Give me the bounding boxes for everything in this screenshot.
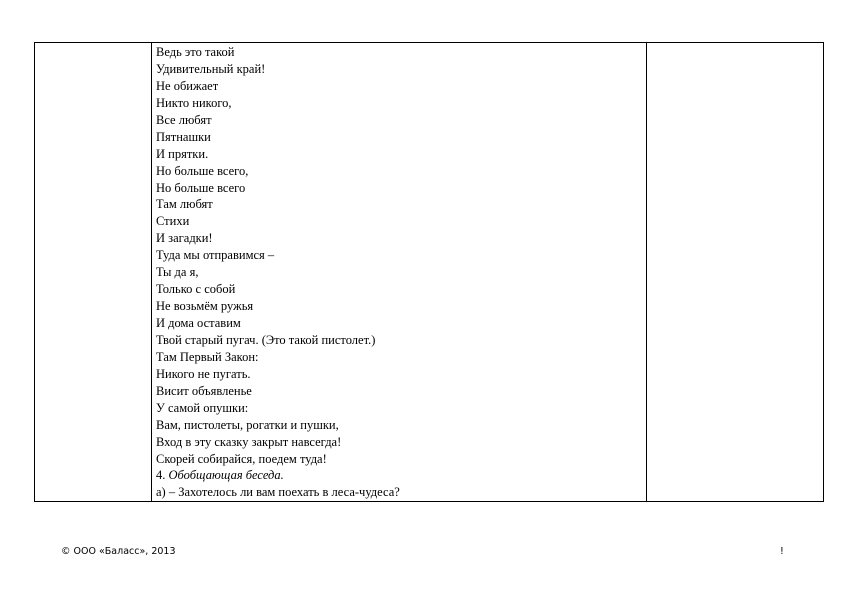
poem-lines: [156, 44, 646, 467]
poem-line: Ты да я,: [156, 265, 199, 280]
poem-line: Ведь это такой: [156, 45, 235, 59]
poem-line: И дома оставим: [156, 316, 241, 330]
poem-line: Стихи: [156, 214, 190, 229]
poem-line: И прятки.: [156, 146, 209, 161]
table-row: [35, 43, 824, 502]
poem-line: Не возьмём ружья: [156, 299, 254, 314]
poem-line: Не обижает: [156, 78, 219, 93]
poem-line: Но больше всего: [156, 180, 246, 195]
footer-copyright: © ООО «Баласс», 2013: [61, 546, 176, 557]
footer-page-mark: !: [780, 546, 784, 557]
poem-line: Удивительный край!: [156, 61, 266, 76]
poem-line: Висит объявленье: [156, 383, 252, 398]
poem-line: Твой старый пугач. (Это такой пистолет.): [156, 332, 376, 347]
poem-line: Пятнашки: [156, 129, 211, 144]
poem-cell: [152, 43, 647, 502]
left-empty-cell: [35, 43, 152, 502]
poem-line: Но больше всего,: [156, 163, 249, 178]
poem-line: Никто никого,: [156, 95, 232, 110]
poem-line: Только с собой: [156, 282, 236, 297]
poem-line: Там любят: [156, 197, 213, 212]
poem-line: Все любят: [156, 112, 212, 127]
poem-line: У самой опушки:: [156, 400, 249, 415]
poem-line: Вам, пистолеты, рогатки и пушки,: [156, 417, 339, 432]
section-number: 4.: [156, 468, 166, 483]
section-title: Обобщающая беседа.: [168, 468, 284, 483]
question-line: а) – Захотелось ли вам поехать в леса-чудеса?: [156, 485, 400, 500]
poem-line: Там Первый Закон:: [156, 349, 259, 364]
right-empty-cell: [647, 43, 824, 502]
poem-line: Туда мы отправимся –: [156, 248, 275, 263]
lesson-table: [34, 42, 824, 502]
poem-line: Никого не пугать.: [156, 366, 251, 381]
section-heading: [156, 467, 646, 484]
poem-line: Вход в эту сказку закрыт навсегда!: [156, 434, 342, 449]
poem-line: И загадки!: [156, 231, 213, 246]
poem-line: Скорей собирайся, поедем туда!: [156, 451, 327, 466]
